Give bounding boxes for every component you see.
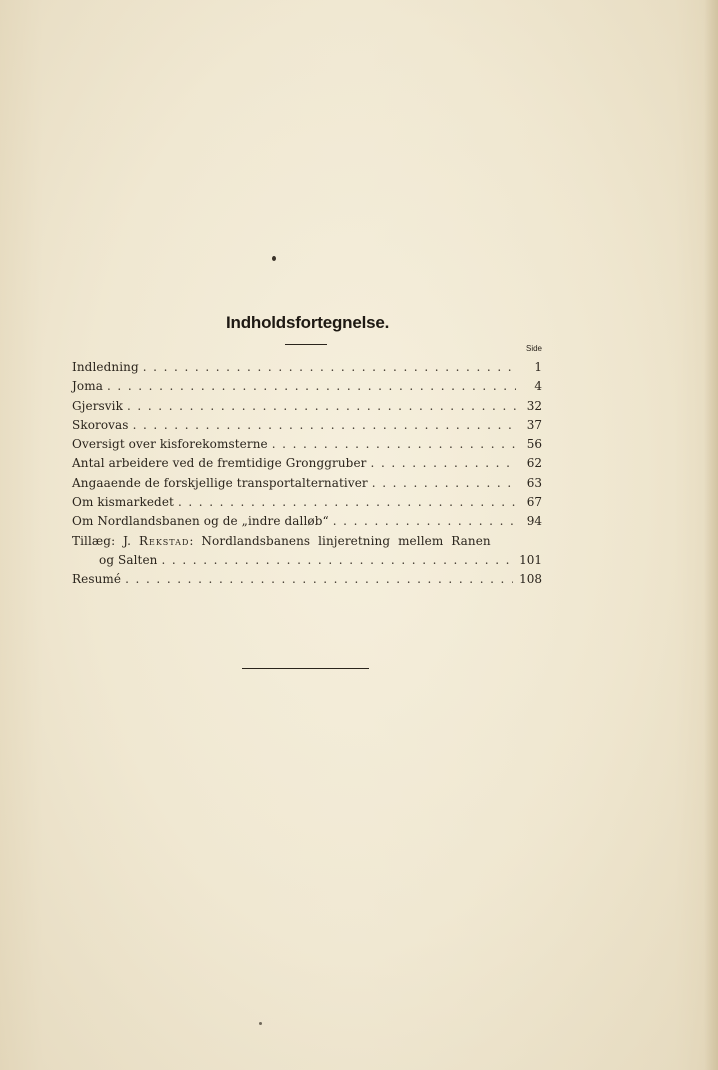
toc-entry-page: 56	[526, 437, 542, 452]
toc-entry-page: 63	[526, 475, 542, 490]
toc-leader-dots	[125, 570, 513, 589]
toc-entry-page: 4	[534, 379, 542, 394]
toc-entry-antal-arbeidere	[72, 454, 542, 473]
toc-entry-page: 94	[526, 514, 542, 529]
ink-speck	[259, 1022, 262, 1025]
toc-entry-label-prefix: Tillæg: J.	[72, 533, 132, 548]
toc-entry-page: 37	[526, 417, 542, 432]
toc-entry-page: 101	[519, 552, 542, 567]
toc-entry-nordlandsbanen	[72, 512, 542, 531]
toc-entry-label: Gjersvik	[72, 398, 123, 413]
toc-entry-tillaeg-continued	[72, 551, 542, 570]
toc-entry-label: Antal arbeidere ved de fremtidige Gronggruber	[72, 456, 367, 471]
toc-entry-gjersvik	[72, 397, 542, 416]
toc-leader-dots	[333, 512, 516, 531]
table-of-contents	[72, 358, 542, 590]
toc-entry-skorovas	[72, 416, 542, 435]
toc-leader-dots	[162, 551, 514, 570]
toc-entry-kismarkedet	[72, 493, 542, 512]
toc-leader-dots	[127, 397, 516, 416]
toc-entry-label: Resumé	[72, 572, 122, 587]
toc-entry-indledning	[72, 358, 542, 377]
toc-entry-resume	[72, 570, 542, 589]
toc-leader-dots	[372, 474, 516, 493]
toc-entry-label: Om kismarkedet	[72, 495, 174, 510]
toc-entry-label: og Salten	[99, 552, 158, 567]
toc-entry-label: Skorovas	[72, 417, 129, 432]
toc-entry-page: 67	[526, 495, 542, 510]
toc-entry-page: 32	[526, 398, 542, 413]
toc-entry-label: Angaaende de forskjellige transportalternativer	[72, 475, 368, 490]
toc-entry-oversigt	[72, 435, 542, 454]
toc-entry-label: Om Nordlandsbanen og de „indre dalløb“	[72, 514, 329, 529]
page-column-label: Side	[525, 344, 542, 353]
toc-entry-page: 62	[526, 456, 542, 471]
page-edge-shadow	[704, 0, 718, 1070]
title-divider	[285, 344, 327, 345]
ink-speck	[272, 256, 276, 261]
toc-entry-page: 1	[534, 360, 542, 374]
toc-entry-joma	[72, 377, 542, 396]
toc-entry-author: Rekstad	[138, 533, 190, 548]
toc-entry-label	[72, 532, 491, 551]
toc-leader-dots	[133, 416, 516, 435]
toc-leader-dots	[143, 358, 516, 377]
toc-entry-page: 108	[519, 572, 542, 587]
toc-leader-dots	[371, 454, 516, 473]
toc-entry-label: Joma	[72, 379, 103, 394]
closing-divider	[242, 668, 369, 669]
toc-entry-tillaeg	[72, 532, 542, 551]
toc-leader-dots	[178, 493, 516, 512]
toc-leader-dots	[107, 377, 516, 396]
toc-entry-transportalternativer	[72, 474, 542, 493]
toc-entry-label: Indledning	[72, 360, 139, 374]
page-title: Indholdsfortegnelse.	[226, 313, 390, 332]
toc-leader-dots	[272, 435, 516, 454]
toc-entry-label: Oversigt over kisforekomsterne	[72, 437, 268, 452]
toc-entry-label-rest: : Nordlandsbanens linjeretning mellem Ranen	[189, 533, 491, 548]
